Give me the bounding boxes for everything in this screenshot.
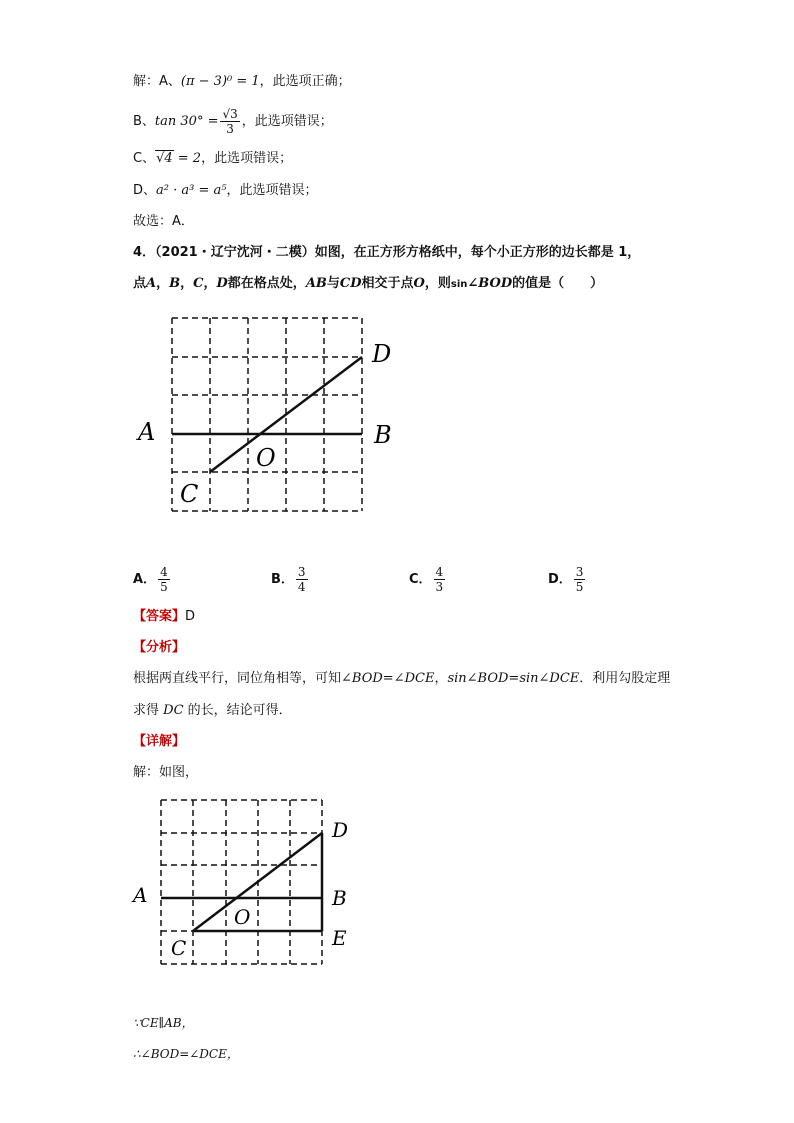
analysis-label: 【分析】	[133, 640, 186, 655]
analysis-line-1: 根据两直线平行，同位角相等，可知∠BOD=∠DCE，sin∠BOD=sin∠DCE．利用勾股定理	[133, 671, 671, 686]
math-expression: (π − 3)⁰ = 1	[180, 74, 260, 89]
option-a: A． $\frac{4}{5}$	[133, 565, 168, 594]
answer-label: 【答案】	[133, 609, 186, 624]
option-b: B． $\frac{3}{4}$	[271, 565, 306, 594]
solution-choice: 故选：A．	[133, 214, 194, 229]
grid-figure-2	[0, 790, 794, 980]
solution-line-b: B、tan 30° = $\frac{√3}{3}$ ，此选项错误；	[133, 107, 333, 136]
math-expression: √4	[156, 151, 173, 166]
segment-cd	[210, 357, 362, 472]
math-expression: a² · a³ = a⁵	[156, 183, 227, 198]
label-o: O	[256, 444, 276, 472]
fraction: $\frac{√3}{3}$	[222, 107, 238, 136]
solution-line-c: C、√4 = 2，此选项错误；	[133, 151, 293, 166]
question-line-1: 4．（2021・辽宁沈河・二模）如图，在正方形方格纸中，每个小正方形的边长都是 1，	[133, 245, 641, 260]
solution-line-d: D、a² · a³ = a⁵，此选项错误；	[133, 183, 318, 198]
label-c: C	[171, 936, 187, 960]
fraction: $\frac{4}{5}$	[160, 565, 168, 594]
detail-label: 【详解】	[133, 734, 186, 749]
fraction: $\frac{3}{4}$	[297, 565, 306, 594]
label-a: A	[138, 418, 156, 446]
label-c: C	[180, 480, 199, 508]
answer-value: D	[185, 609, 196, 624]
fraction: $\frac{3}{5}$	[575, 565, 584, 594]
segment-cd	[193, 833, 322, 931]
answer-line	[133, 608, 195, 626]
label-b: B	[374, 421, 392, 449]
option-d: D． $\frac{3}{5}$	[548, 565, 584, 594]
label-d: D	[372, 340, 392, 368]
math-expression: tan 30° =	[154, 114, 219, 129]
grid-figure-1	[0, 300, 794, 530]
fraction: $\frac{4}{3}$	[435, 565, 444, 594]
label-b: B	[332, 886, 347, 910]
question-line-2: 点A，B，C，D都在格点处，AB与CD相交于点O，则sin∠BOD的值是（ ）	[133, 276, 604, 291]
detail-step-1: ∵CE∥AB，	[133, 1016, 194, 1030]
label-o: O	[234, 905, 251, 929]
dashed-grid	[172, 318, 362, 511]
label-a: A	[133, 883, 148, 907]
option-c: C． $\frac{4}{3}$	[409, 565, 444, 594]
label-e: E	[332, 926, 347, 950]
label-d: D	[332, 818, 349, 842]
analysis-line-2: 求得 DC 的长，结论可得．	[133, 703, 292, 718]
solution-line-a: 解：A、(π − 3)⁰ = 1，此选项正确；	[133, 74, 351, 89]
detail-intro: 解：如图，	[133, 765, 199, 780]
detail-step-2: ∴∠BOD=∠DCE，	[133, 1047, 239, 1061]
